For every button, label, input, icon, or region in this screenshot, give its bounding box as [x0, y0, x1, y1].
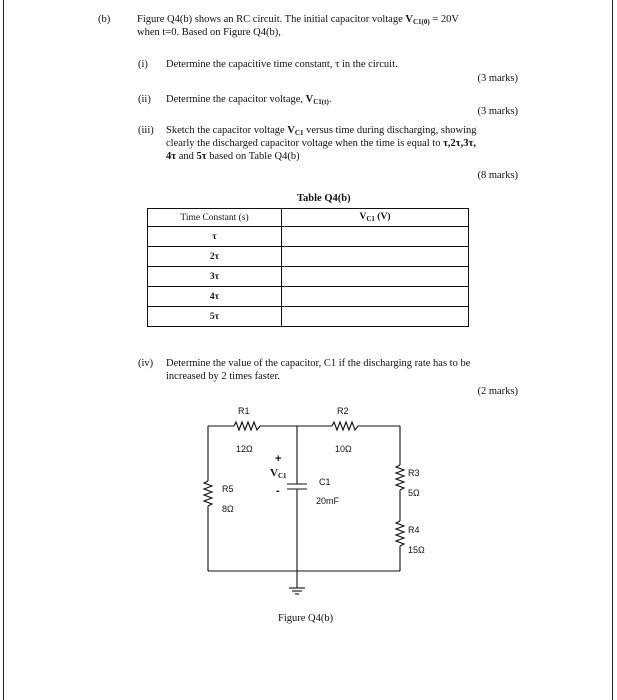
r1-name: R1	[238, 406, 250, 416]
table-row	[148, 247, 469, 267]
r3-value: 5Ω	[408, 488, 420, 498]
question-intro-line1: Figure Q4(b) shows an RC circuit. The initial capacitor voltage $V_{C1(0)} = 20V$	[137, 14, 459, 26]
resistor-r1	[234, 422, 260, 430]
part-ii-marks: (3 marks)	[477, 106, 518, 117]
part-iii-line3: 4τ and 5τ based on Table Q4(b)	[166, 151, 300, 162]
table-title: Table Q4(b)	[297, 193, 351, 204]
table-row	[148, 287, 469, 307]
r4-value: 15Ω	[408, 545, 425, 555]
resistor-r2	[332, 422, 358, 430]
part-iv-marks: (2 marks)	[477, 386, 518, 397]
page-border-left	[3, 0, 4, 700]
r5-name: R5	[222, 484, 234, 494]
r4-name: R4	[408, 525, 420, 535]
table-cell-time: 2τ	[148, 247, 282, 267]
table-header-row	[148, 209, 469, 227]
part-iv-line2: increased by 2 times faster.	[166, 371, 281, 382]
vc-plus: +	[275, 453, 282, 465]
table-row	[148, 267, 469, 287]
part-i-number: (i)	[138, 59, 148, 70]
table-cell-value	[282, 247, 469, 267]
table-header-time: Time Constant (s)	[148, 209, 282, 227]
vc-label: VC1	[270, 467, 287, 480]
part-ii-text: Determine the capacitor voltage, $V_{C1(t)}$.	[166, 94, 332, 106]
question-label: (b)	[98, 14, 111, 25]
table-cell-time: 5τ	[148, 307, 282, 327]
r2-name: R2	[337, 406, 349, 416]
part-i-text: Determine the capacitive time constant, τ in the circuit.	[166, 59, 398, 70]
table-row	[148, 307, 469, 327]
resistor-r5	[204, 481, 212, 506]
page-border-right	[612, 0, 613, 700]
part-iii-line2: clearly the discharged capacitor voltage when the time is equal to τ,2τ,3τ,	[166, 138, 476, 149]
table-header-voltage: $V_{C1}$ (V)	[282, 209, 469, 227]
r1-value: 12Ω	[236, 444, 253, 454]
r3-name: R3	[408, 468, 420, 478]
resistor-r4	[396, 521, 404, 546]
table-cell-value	[282, 227, 469, 247]
resistor-r3	[396, 465, 404, 490]
table-cell-time: 3τ	[148, 267, 282, 287]
c1-name: C1	[319, 477, 331, 487]
figure-caption: Figure Q4(b)	[278, 613, 334, 624]
part-i-marks: (3 marks)	[477, 73, 518, 84]
part-iii-line1: Sketch the capacitor voltage $V_{C1}$ versus time during discharging, showing	[166, 125, 477, 137]
table-row	[148, 227, 469, 247]
part-iv-number: (iv)	[138, 358, 154, 369]
table-cell-value	[282, 307, 469, 327]
c1-value: 20mF	[316, 496, 340, 506]
question-intro-line2: when t=0. Based on Figure Q4(b),	[137, 27, 281, 38]
table-cell-time: τ	[148, 227, 282, 247]
table-cell-value	[282, 267, 469, 287]
part-iii-number: (iii)	[138, 125, 154, 136]
r2-value: 10Ω	[335, 444, 352, 454]
table-q4b	[147, 208, 469, 327]
part-iv-line1: Determine the value of the capacitor, C1 if the discharging rate has to be	[166, 358, 471, 369]
part-iii-marks: (8 marks)	[477, 170, 518, 181]
part-ii-number: (ii)	[138, 94, 151, 105]
r5-value: 8Ω	[222, 504, 234, 514]
table-cell-time: 4τ	[148, 287, 282, 307]
table-cell-value	[282, 287, 469, 307]
vc-minus: -	[276, 485, 280, 497]
